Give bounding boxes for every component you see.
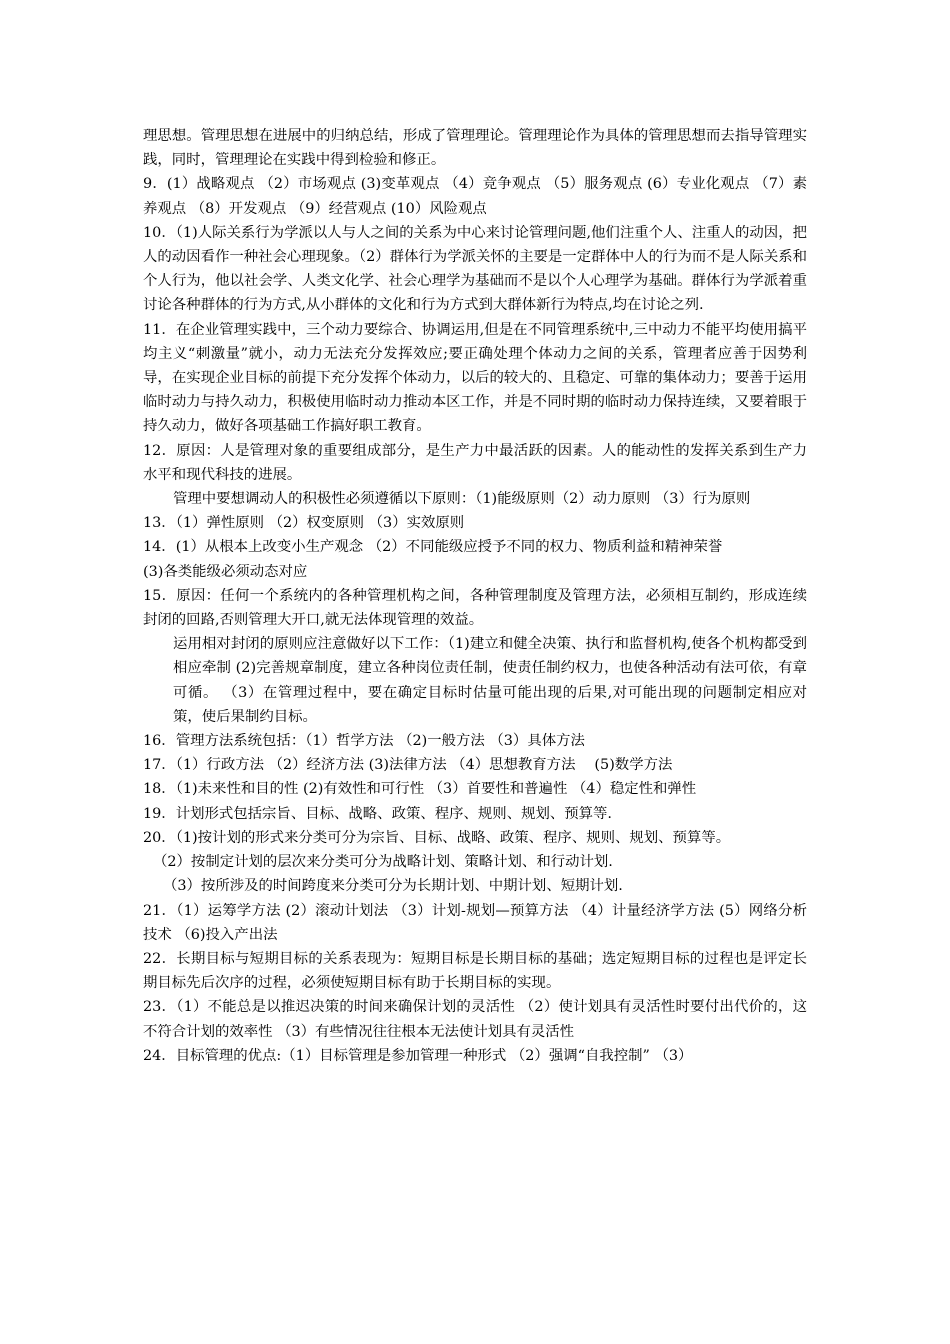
item-12-principles: 管理中要想调动人的积极性必须遵循以下原则：（1)能级原则（2）动力原则 （3）行为原则 xyxy=(173,491,751,508)
item-15-work: 运用相对封闭的原则应注意做好以下工作：（1)建立和健全决策、执行和监督机构,使各个机构都受到相应牵制 (2)完善规章制度，建立各种岗位责任制，使责任制约权力，也使各种活动有法可依，有章可循。 （3）在管理过程中，要在确定目标时估量可能出现的后果,对可能出现的问题制定相应对策，使后果制约目标。 xyxy=(173,636,807,725)
item-14-cont: (3)各类能级必须动态对应 xyxy=(143,563,308,580)
item-14: 14．(1）从根本上改变小生产观念 （2）不同能级应授予不同的权力、物质利益和精神荣誉 xyxy=(143,539,723,556)
item-12: 12．原因：人是管理对象的重要组成部分，是生产力中最活跃的因素。人的能动性的发挥关系到生产力水平和现代科技的进展。 xyxy=(143,442,807,483)
item-13: 13．（1）弹性原则 （2）权变原则 （3）实效原则 xyxy=(143,515,465,532)
item-20-sub-3: （3）按所涉及的时间跨度来分类可分为长期计划、中期计划、短期计划. xyxy=(163,878,623,895)
item-16: 16．管理方法系统包括：（1）哲学方法 （2)一般方法 （3）具体方法 xyxy=(143,733,585,750)
item-21: 21．（1）运筹学方法 (2）滚动计划法 （3）计划-规划—预算方法 （4）计量经济学方法 (5）网络分析技术 （6)投入产出法 xyxy=(143,902,807,943)
item-17: 17．（1）行政方法 （2）经济方法 (3)法律方法 （4）思想教育方法 (5)数学方法 xyxy=(143,757,673,774)
item-20-sub-2: （2）按制定计划的层次来分类可分为战略计划、策略计划、和行动计划. xyxy=(153,854,613,871)
item-11: 11．在企业管理实践中，三个动力要综合、协调运用,但是在不同管理系统中,三中动力不能平均使用搞平均主义“刺激量”就小，动力无法充分发挥效应;要正确处理个体动力之间的关系，管理者应善于因势利导，在实现企业目标的前提下充分发挥个体动力，以后的较大的、且稳定、可靠的集体动力；要善于运用临时动力与持久动力，积极使用临时动力推动本区工作，并是不同时期的临时动力保持连续，又要着眼于持久动力，做好各项基础工作搞好职工教育。 xyxy=(143,321,807,435)
item-15: 15．原因：任何一个系统内的各种管理机构之间，各种管理制度及管理方法，必须相互制约，形成连续封闭的回路,否则管理大开口,就无法体现管理的效益。 xyxy=(143,587,807,629)
item-9: 9．(1）战略观点 （2）市场观点 (3)变革观点 （4）竞争观点 （5）服务观点 (6）专业化观点 （7）素养观点 （8）开发观点 （9）经营观点 (10）风险观点 xyxy=(143,176,807,217)
item-22: 22．长期目标与短期目标的关系表现为：短期目标是长期目标的基础；选定短期目标的过程也是评定长期目标先后次序的过程，必须使短期目标有助于长期目标的实现。 xyxy=(143,950,807,992)
item-20: 20．（1)按计划的形式来分类可分为宗旨、目标、战略、政策、程序、规则、规划、预算等。 xyxy=(143,829,731,846)
item-19: 19．计划形式包括宗旨、目标、战略、政策、程序、规则、规划、预算等. xyxy=(143,805,612,822)
document-body xyxy=(143,124,807,1068)
item-23: 23．（1）不能总是以推迟决策的时间来确保计划的灵活性 （2）使计划具有灵活性时要付出代价的，这不符合计划的效率性 （3）有些情况往往根本无法使计划具有灵活性 xyxy=(143,999,807,1040)
paragraph-continuation: 理思想。管理思想在进展中的归纳总结，形成了管理理论。管理理论作为具体的管理思想而去指导管理实践，同时，管理理论在实践中得到检验和修正。 xyxy=(143,128,807,169)
item-10: 10．（1)人际关系行为学派以人与人之间的关系为中心来讨论管理问题,他们注重个人、注重人的动因，把人的动因看作一种社会心理现象。（2）群体行为学派关怀的主要是一定群体中人的行为而不是人际关系和个人行为，他以社会学、人类文化学、社会心理学为基础而不是以个人心理学为基础。群体行为学派着重讨论各种群体的行为方式,从小群体的文化和行为方式到大群体新行为特点,均在讨论之列. xyxy=(143,224,807,314)
item-18: 18．（1)未来性和目的性 (2)有效性和可行性 （3）首要性和普遍性 （4）稳定性和弹性 xyxy=(143,781,697,798)
item-24: 24．目标管理的优点:（1）目标管理是参加管理一种形式 （2）强调“自我控制” （3） xyxy=(143,1047,693,1064)
